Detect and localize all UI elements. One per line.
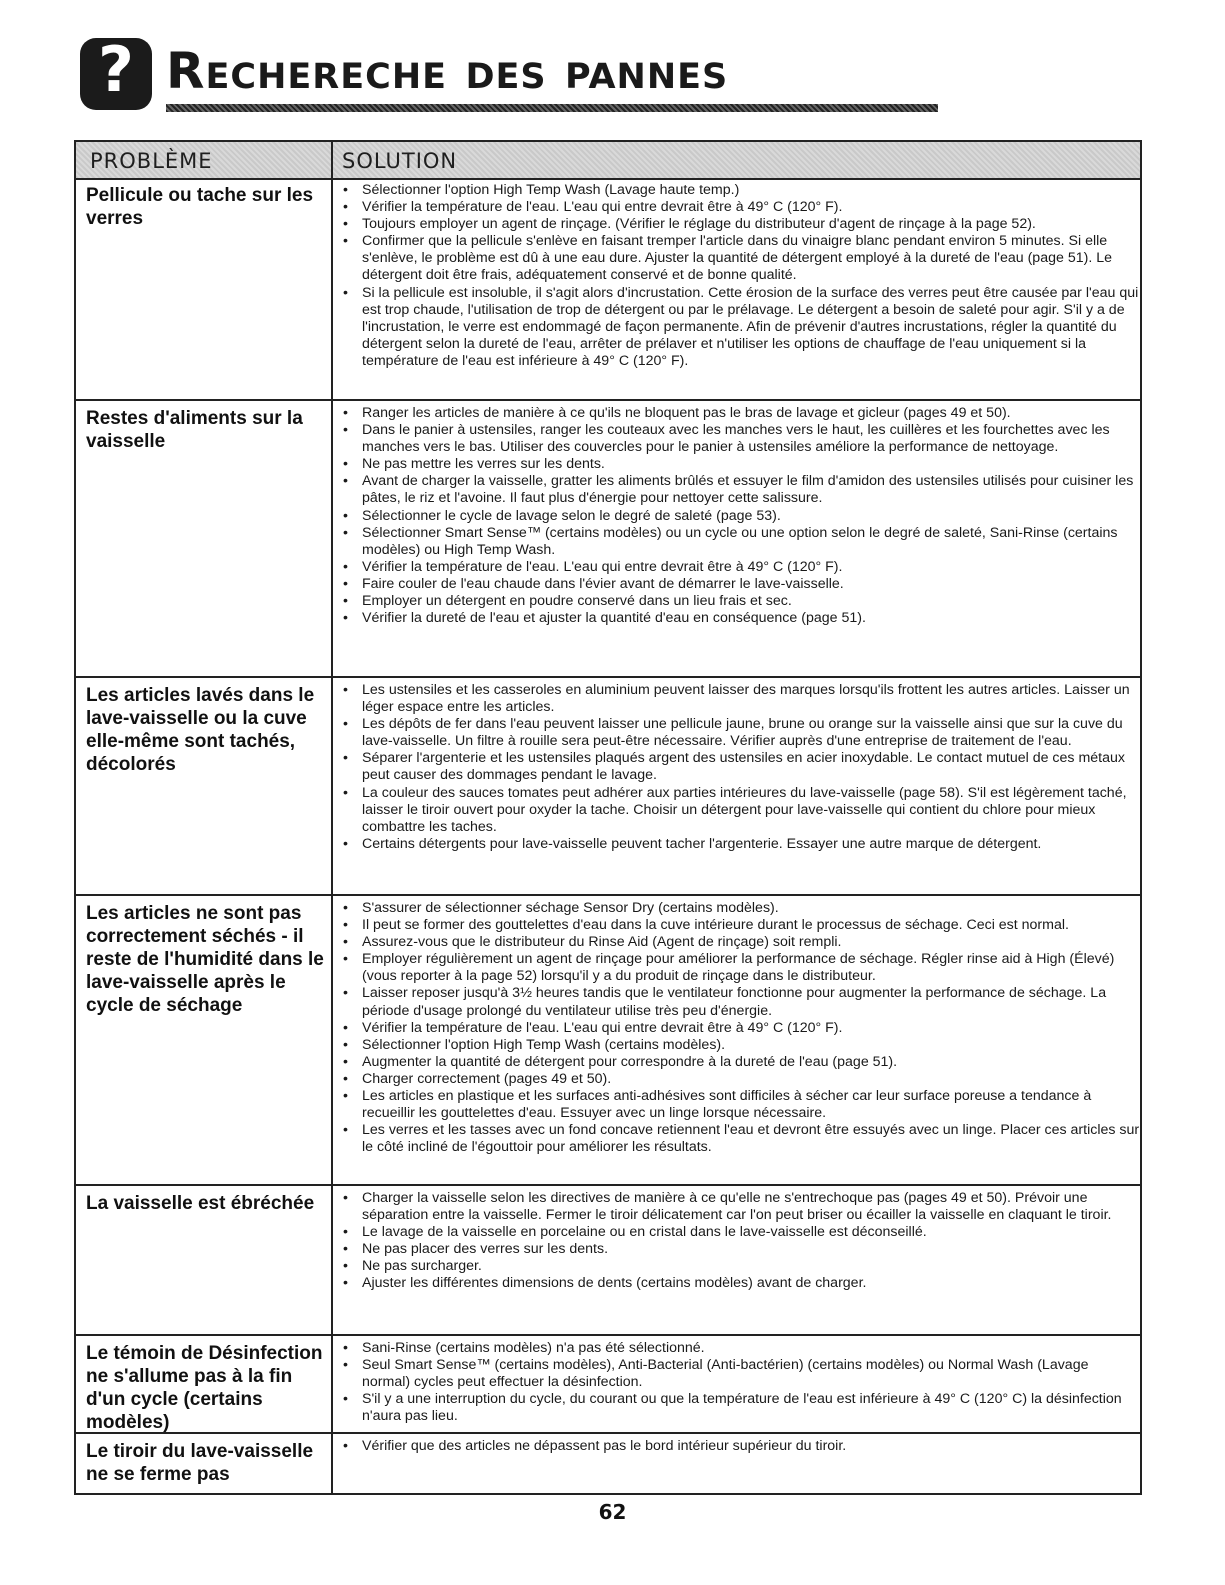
- solution-item: • Les ustensiles et les casseroles en aluminium peuvent laisser des marques lorsqu'ils frottent les autres articles. Laisser un léger espace entre les articles.: [340, 682, 1140, 716]
- solution-item: • Les articles en plastique et les surfaces anti-adhésives sont difficiles à sécher car leur surface poreuse a tendance à recueillir les gouttelettes d'eau. Essuyer avec un linge lorsque nécessaire.: [340, 1088, 1140, 1122]
- solution-item: • Confirmer que la pellicule s'enlève en faisant tremper l'article dans du vinaigre blanc pendant environ 5 minutes. Si elle s'enlève, le problème est dû à une eau dure. Ajuster la quantité de détergent employé à la dureté de l'eau (page 51). Le détergent doit être frais, adéquatement conservé et de bonne qualité.: [340, 233, 1140, 284]
- column-header-solution: SOLUTION: [342, 149, 458, 173]
- solution-item: • Ajuster les différentes dimensions de dents (certains modèles) avant de charger.: [340, 1275, 1140, 1292]
- solution-item: • Employer régulièrement un agent de rinçage pour améliorer la performance de séchage. Régler rinse aid à High (Élevé) (vous reporter à la page 52) lorsqu'il y a du produit de rinçage dans le distributeur.: [340, 951, 1140, 985]
- solution-item: • La couleur des sauces tomates peut adhérer aux parties intérieures du lave-vaisselle (page 58). S'il est légèrement taché, laisser le tiroir ouvert pour oxyder la tache. Choisir un détergent pour lave-vaisselle qui contient du chlore pour mieux combattre les taches.: [340, 785, 1140, 836]
- solution-item: • Charger la vaisselle selon les directives de manière à ce qu'elle ne s'entrechoque pas (pages 49 et 50). Prévoir une séparation entre la vaisselle. Fermer le tiroir délicatement car l'on peut briser ou écailler la vaisselle en claquant le tiroir.: [340, 1190, 1140, 1224]
- problem-cell: Le tiroir du lave-vaisselle ne se ferme pas: [86, 1441, 314, 1485]
- solution-item: • Vérifier la température de l'eau. L'eau qui entre devrait être à 49° C (120° F).: [340, 199, 1140, 216]
- table-row: [76, 896, 1140, 1186]
- problem-cell: Pellicule ou tache sur les verres: [86, 185, 314, 229]
- solution-list: [340, 182, 1140, 370]
- solution-item: • Sélectionner le cycle de lavage selon le degré de saleté (page 53).: [340, 508, 1140, 525]
- solution-item: • Sani-Rinse (certains modèles) n'a pas été sélectionné.: [340, 1340, 1140, 1357]
- solution-item: • Vérifier la dureté de l'eau et ajuster la quantité d'eau en conséquence (page 51).: [340, 610, 1140, 627]
- table-row: [76, 401, 1140, 678]
- solution-item: • Assurez-vous que le distributeur du Rinse Aid (Agent de rinçage) soit rempli.: [340, 934, 1140, 951]
- solution-item: • Vérifier que des articles ne dépassent pas le bord intérieur supérieur du tiroir.: [340, 1438, 1140, 1455]
- solution-item: • Ranger les articles de manière à ce qu'ils ne bloquent pas le bras de lavage et gicleur (pages 49 et 50).: [340, 405, 1140, 422]
- table-row: [76, 1434, 1140, 1493]
- problem-cell: Restes d'aliments sur la vaisselle: [86, 408, 303, 452]
- solution-list: [340, 1340, 1140, 1425]
- solution-item: • Charger correctement (pages 49 et 50).: [340, 1071, 1140, 1088]
- column-header-problem: PROBLÈME: [90, 149, 213, 173]
- solution-item: • Avant de charger la vaisselle, gratter les aliments brûlés et essuyer le film d'amidon des ustensiles utilisés pour cuisiner les pâtes, le riz et l'avoine. Il faut plus d'énergie pour nettoyer cette salissure.: [340, 473, 1140, 507]
- problem-cell: Les articles ne sont pas correctement séchés - il reste de l'humidité dans le lave-vaisselle après le cycle de séchage: [86, 903, 324, 1016]
- solution-item: • Dans le panier à ustensiles, ranger les couteaux avec les manches vers le haut, les cuillères et les fourchettes avec les manches vers le bas. Utiliser des couvercles pour le panier à ustensiles améliore la performance de nettoyage.: [340, 422, 1140, 456]
- solution-item: • Sélectionner Smart Sense™ (certains modèles) ou un cycle ou une option selon le degré de saleté, Sani-Rinse (certains modèles) ou High Temp Wash.: [340, 525, 1140, 559]
- column-divider: [331, 142, 333, 1493]
- solution-item: • Le lavage de la vaisselle en porcelaine ou en cristal dans le lave-vaisselle est déconseillé.: [340, 1224, 1140, 1241]
- solution-item: • Ne pas surcharger.: [340, 1258, 1140, 1275]
- solution-item: • Ne pas placer des verres sur les dents.: [340, 1241, 1140, 1258]
- page-title: Rechereche des pannes: [166, 42, 729, 100]
- solution-item: • Sélectionner l'option High Temp Wash (certains modèles).: [340, 1037, 1140, 1054]
- solution-list: [340, 900, 1140, 1156]
- solution-item: • S'il y a une interruption du cycle, du courant ou que la température de l'eau est inférieure à 49° C (120° C) la désinfection n'aura pas lieu.: [340, 1391, 1140, 1425]
- solution-list: [340, 1190, 1140, 1293]
- solution-item: • Employer un détergent en poudre conservé dans un lieu frais et sec.: [340, 593, 1140, 610]
- solution-item: • Augmenter la quantité de détergent pour correspondre à la dureté de l'eau (page 51).: [340, 1054, 1140, 1071]
- troubleshooting-table: [74, 140, 1142, 1495]
- solution-item: • Ne pas mettre les verres sur les dents.: [340, 456, 1140, 473]
- page-header: [80, 30, 860, 114]
- solution-item: • Seul Smart Sense™ (certains modèles), Anti-Bacterial (Anti-bactérien) (certains modèles) ou Normal Wash (Lavage normal) cycles peut effectuer la désinfection.: [340, 1357, 1140, 1391]
- solution-list: [340, 405, 1140, 627]
- page-number: 62: [598, 1500, 627, 1524]
- solution-list: [340, 682, 1140, 853]
- problem-cell: La vaisselle est ébréchée: [86, 1193, 315, 1214]
- solution-item: • Les verres et les tasses avec un fond concave retiennent l'eau et devront être essuyés avec un linge. Placer ces articles sur le côté incliné de l'égouttoir pour améliorer les résultats.: [340, 1122, 1140, 1156]
- solution-item: • Séparer l'argenterie et les ustensiles plaqués argent des ustensiles en acier inoxydable. Le contact mutuel de ces métaux peut causer des dommages pendant le lavage.: [340, 750, 1140, 784]
- title-underline: [166, 104, 938, 112]
- problem-cell: Les articles lavés dans le lave-vaisselle ou la cuve elle-même sont tachés, décolorés: [86, 685, 315, 775]
- solution-item: • Certains détergents pour lave-vaisselle peuvent tacher l'argenterie. Essayer une autre marque de détergent.: [340, 836, 1140, 853]
- solution-item: • Vérifier la température de l'eau. L'eau qui entre devrait être à 49° C (120° F).: [340, 559, 1140, 576]
- solution-item: • Les dépôts de fer dans l'eau peuvent laisser une pellicule jaune, brune ou orange sur la vaisselle ainsi que sur la cuve du lave-vaisselle. Un filtre à rouille sera peut-être nécessaire. Vérifier auprès d'une entreprise de traitement de l'eau.: [340, 716, 1140, 750]
- solution-list: [340, 1438, 1140, 1455]
- solution-item: • Faire couler de l'eau chaude dans l'évier avant de démarrer le lave-vaisselle.: [340, 576, 1140, 593]
- table-header: [76, 142, 1140, 180]
- solution-item: • Si la pellicule est insoluble, il s'agit alors d'incrustation. Cette érosion de la surface des verres peut être causée par l'eau qui est trop chaude, l'utilisation de trop de détergent ou par le prélavage. Le détergent a besoin de saleté pour agir. S'il y a de l'incrustation, le verre est endommagé de façon permanente. Afin de prévenir d'autres incrustations, régler la quantité du détergent selon la dureté de l'eau, arrêter de prélaver et n'utiliser les options de chauffage de l'eau uniquement si la température de l'eau est inférieure à 49° C (120° F).: [340, 285, 1140, 370]
- solution-item: • Laisser reposer jusqu'à 3½ heures tandis que le ventilateur fonctionne pour augmenter la performance de séchage. La période d'usage prolongé du ventilateur utilise très peu d'énergie.: [340, 985, 1140, 1019]
- solution-item: • Toujours employer un agent de rinçage. (Vérifier le réglage du distributeur d'agent de rinçage à la page 52).: [340, 216, 1140, 233]
- table-row: [76, 178, 1140, 401]
- problem-cell: Le témoin de Désinfection ne s'allume pas à la fin d'un cycle (certains modèles): [86, 1343, 323, 1433]
- question-mark-icon: ?: [80, 38, 152, 110]
- solution-item: • Vérifier la température de l'eau. L'eau qui entre devrait être à 49° C (120° F).: [340, 1020, 1140, 1037]
- table-row: [76, 1186, 1140, 1336]
- solution-item: • Sélectionner l'option High Temp Wash (Lavage haute temp.): [340, 182, 1140, 199]
- solution-item: • Il peut se former des gouttelettes d'eau dans la cuve intérieure durant le processus de séchage. Ceci est normal.: [340, 917, 1140, 934]
- solution-item: • S'assurer de sélectionner séchage Sensor Dry (certains modèles).: [340, 900, 1140, 917]
- table-row: [76, 678, 1140, 896]
- table-row: [76, 1336, 1140, 1434]
